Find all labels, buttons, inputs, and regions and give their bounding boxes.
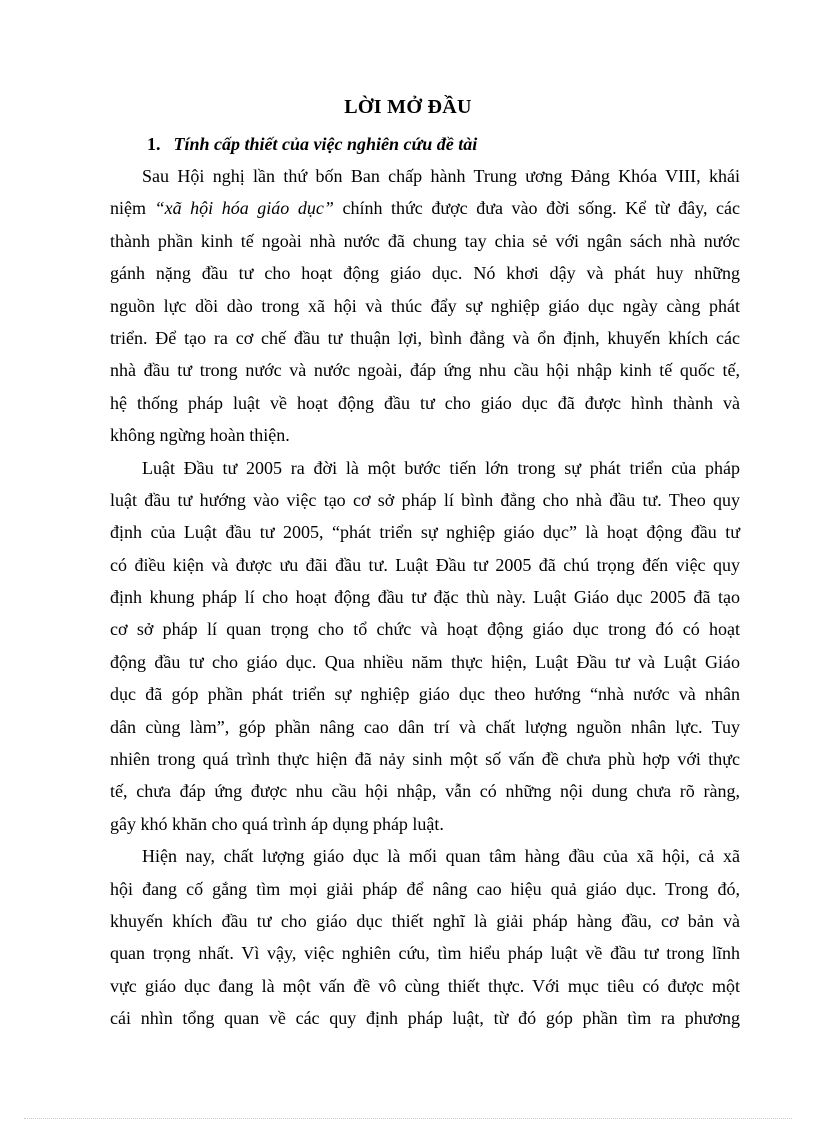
text-line: động đầu tư cho giáo dục. Qua nhiều năm thực hiện, Luật Đầu tư và Luật Giáo	[110, 651, 740, 672]
text-line: hệ thống pháp luật về hoạt động đầu tư cho giáo dục đã được hình thành và	[110, 392, 740, 413]
text-line: dục đã góp phần phát triển sự nghiệp giáo dục theo hướng “nhà nước và nhân	[110, 684, 740, 705]
text-line: cơ sở pháp lí quan trọng cho tổ chức và hoạt động giáo dục trong đó có hoạt	[110, 619, 740, 640]
paragraph-2	[110, 452, 740, 841]
text-line: nguồn lực dồi dào trong xã hội và thúc đẩy sự nghiệp giáo dục ngày càng phát	[110, 295, 740, 316]
paragraph-1	[110, 160, 740, 452]
text-line: không ngừng hoàn thiện.	[110, 425, 290, 446]
text-line: nhiên trong quá trình thực hiện đã nảy sinh một số vấn đề chưa phù hợp với thực	[110, 749, 740, 770]
section-heading	[147, 131, 477, 157]
text-line: thành phần kinh tế ngoài nhà nước đã chung tay chia sẻ với ngân sách nhà nước	[110, 230, 740, 251]
text-line: dân cùng làm”, góp phần nâng cao dân trí và chất lượng nguồn nhân lực. Tuy	[110, 716, 740, 737]
text-line: định của Luật đầu tư 2005, “phát triển sự nghiệp giáo dục” là hoạt động đầu tư	[110, 522, 740, 543]
text-fragment: niệm	[110, 198, 155, 219]
text-line: gây khó khăn cho quá trình áp dụng pháp luật.	[110, 813, 444, 834]
text-line: tế, chưa đáp ứng được nhu cầu hội nhập, vẫn có những nội dung chưa rõ ràng,	[110, 781, 740, 802]
text-line: định khung pháp lí cho hoạt động đầu tư đặc thù này. Luật Giáo dục 2005 đã tạo	[110, 587, 740, 608]
text-line: hội đang cố gắng tìm mọi giải pháp để nâng cao hiệu quả giáo dục. Trong đó,	[110, 878, 740, 899]
text-line: vực giáo dục đang là một vấn đề vô cùng thiết thực. Với mục tiêu có được một	[110, 975, 740, 996]
text-line: quan trọng nhất. Vì vậy, việc nghiên cứu, tìm hiểu pháp luật về đầu tư trong lĩnh	[110, 943, 740, 964]
text-line: triển. Để tạo ra cơ chế đầu tư thuận lợi, bình đẳng và ổn định, khuyến khích các	[110, 327, 740, 348]
section-heading-text: Tính cấp thiết của việc nghiên cứu đề tài	[173, 134, 478, 154]
text-line: Luật Đầu tư 2005 ra đời là một bước tiến lớn trong sự phát triển của pháp	[142, 457, 740, 478]
text-fragment: chính thức được đưa vào đời sống. Kể từ đây, các	[333, 198, 740, 219]
text-line: có điều kiện và được ưu đãi đầu tư. Luật Đầu tư 2005 đã chú trọng đến việc quy	[110, 554, 740, 575]
text-line: nhà đầu tư trong nước và nước ngoài, đáp ứng nhu cầu hội nhập kinh tế quốc tế,	[110, 360, 740, 381]
page-title: LỜI MỞ ĐẦU	[344, 96, 472, 118]
body-text	[110, 160, 740, 1035]
paragraph-3	[110, 840, 740, 1034]
text-line: khuyến khích đầu tư cho giáo dục thiết nghĩ là giải pháp hàng đầu, cơ bản và	[110, 910, 740, 931]
section-number: 1.	[147, 134, 161, 154]
text-line: luật đầu tư hướng vào việc tạo cơ sở pháp lí bình đẳng cho nhà đầu tư. Theo quy	[110, 489, 740, 510]
text-line: Sau Hội nghị lần thứ bốn Ban chấp hành Trung ương Đảng Khóa VIII, khái	[142, 166, 740, 186]
page-bottom-divider	[24, 1118, 792, 1119]
text-line: cái nhìn tổng quan về các quy định pháp luật, từ đó góp phần tìm ra phương	[110, 1008, 740, 1029]
italic-term: “xã hội hóa giáo dục”	[154, 198, 334, 219]
text-line	[110, 192, 740, 224]
text-line: Hiện nay, chất lượng giáo dục là mối quan tâm hàng đầu của xã hội, cả xã	[142, 846, 740, 867]
text-line: gánh nặng đầu tư cho hoạt động giáo dục. Nó khơi dậy và phát huy những	[110, 263, 740, 284]
